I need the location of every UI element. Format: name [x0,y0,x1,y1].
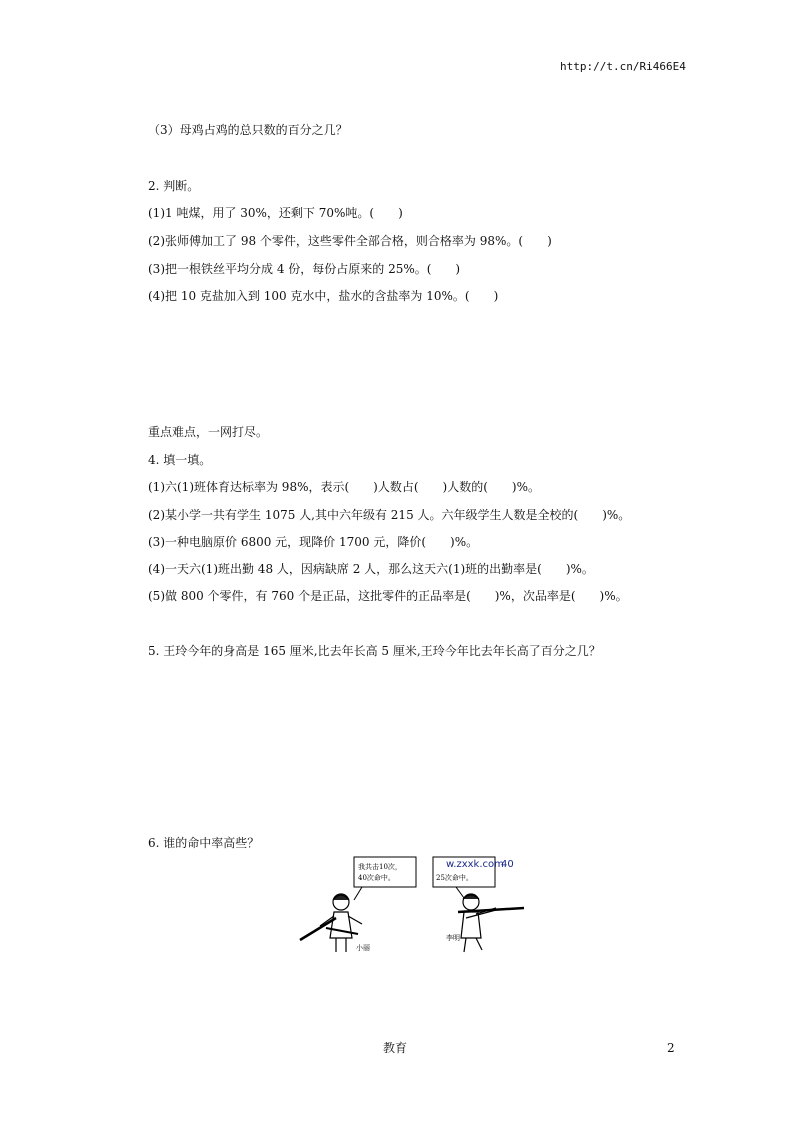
fill-item-1: (1)六(1)班体育达标率为 98%，表示( )人数占( )人数的( )%。 [148,480,540,494]
section-2-heading: 2. 判断。 [148,179,200,193]
header-url: http://t.cn/Ri466E4 [560,60,686,73]
section-focus-heading: 重点难点，一网打尽。 [148,425,269,439]
fill-item-2: (2)某小学一共有学生 1075 人,其中六年级有 215 人。六年级学生人数是全校的( )%。 [148,508,631,522]
left-bubble-line-2: 40次命中。 [358,874,395,882]
question-6: 6. 谁的命中率高些？ [148,836,260,850]
girl-figure [300,894,362,952]
fill-item-4: (4)一天六(1)班出勤 48 人，因病缺席 2 人，那么这天六(1)班的出勤率是( )%。 [148,562,594,576]
footer-label: 教育 [383,1041,408,1055]
right-bubble-line-2: 25次命中。 [436,874,473,882]
judge-item-1: (1)1 吨煤，用了 30%，还剩下 70%吨。( ) [148,206,403,220]
right-bubble-watermark: w.zxxk.com [446,859,504,870]
page-number: 2 [667,1041,675,1055]
section-4-heading: 4. 填一填。 [148,453,212,467]
judge-item-3: (3)把一根铁丝平均分成 4 份，每份占原来的 25%。( ) [148,262,461,276]
left-bubble-line-1: 我共击10次， [358,863,402,871]
question-5: 5. 王玲今年的身高是 165 厘米,比去年长高 5 厘米,王玲今年比去年长高了百分之几？ [148,644,601,658]
boy-figure [458,894,524,952]
question-3-3: （3）母鸡占鸡的总只数的百分之几？ [148,123,348,137]
shooting-illustration [296,852,536,960]
judge-item-4: (4)把 10 克盐加入到 100 克水中，盐水的含盐率为 10%。( ) [148,289,499,303]
judge-item-2: (2)张师傅加工了 98 个零件，这些零件全部合格，则合格率为 98%。( ) [148,234,552,248]
fill-item-3: (3)一种电脑原价 6800 元，现降价 1700 元，降价( )%。 [148,535,479,549]
left-name-label: 小丽 [356,944,370,952]
right-speech-bubble [433,857,514,898]
right-name-label: 李明 [446,934,460,942]
right-bubble-overlay: 40 [501,859,514,870]
fill-item-5: (5)做 800 个零件，有 760 个是正品，这批零件的正品率是( )%，次品率是( )%。 [148,589,628,603]
left-speech-bubble [354,857,416,900]
